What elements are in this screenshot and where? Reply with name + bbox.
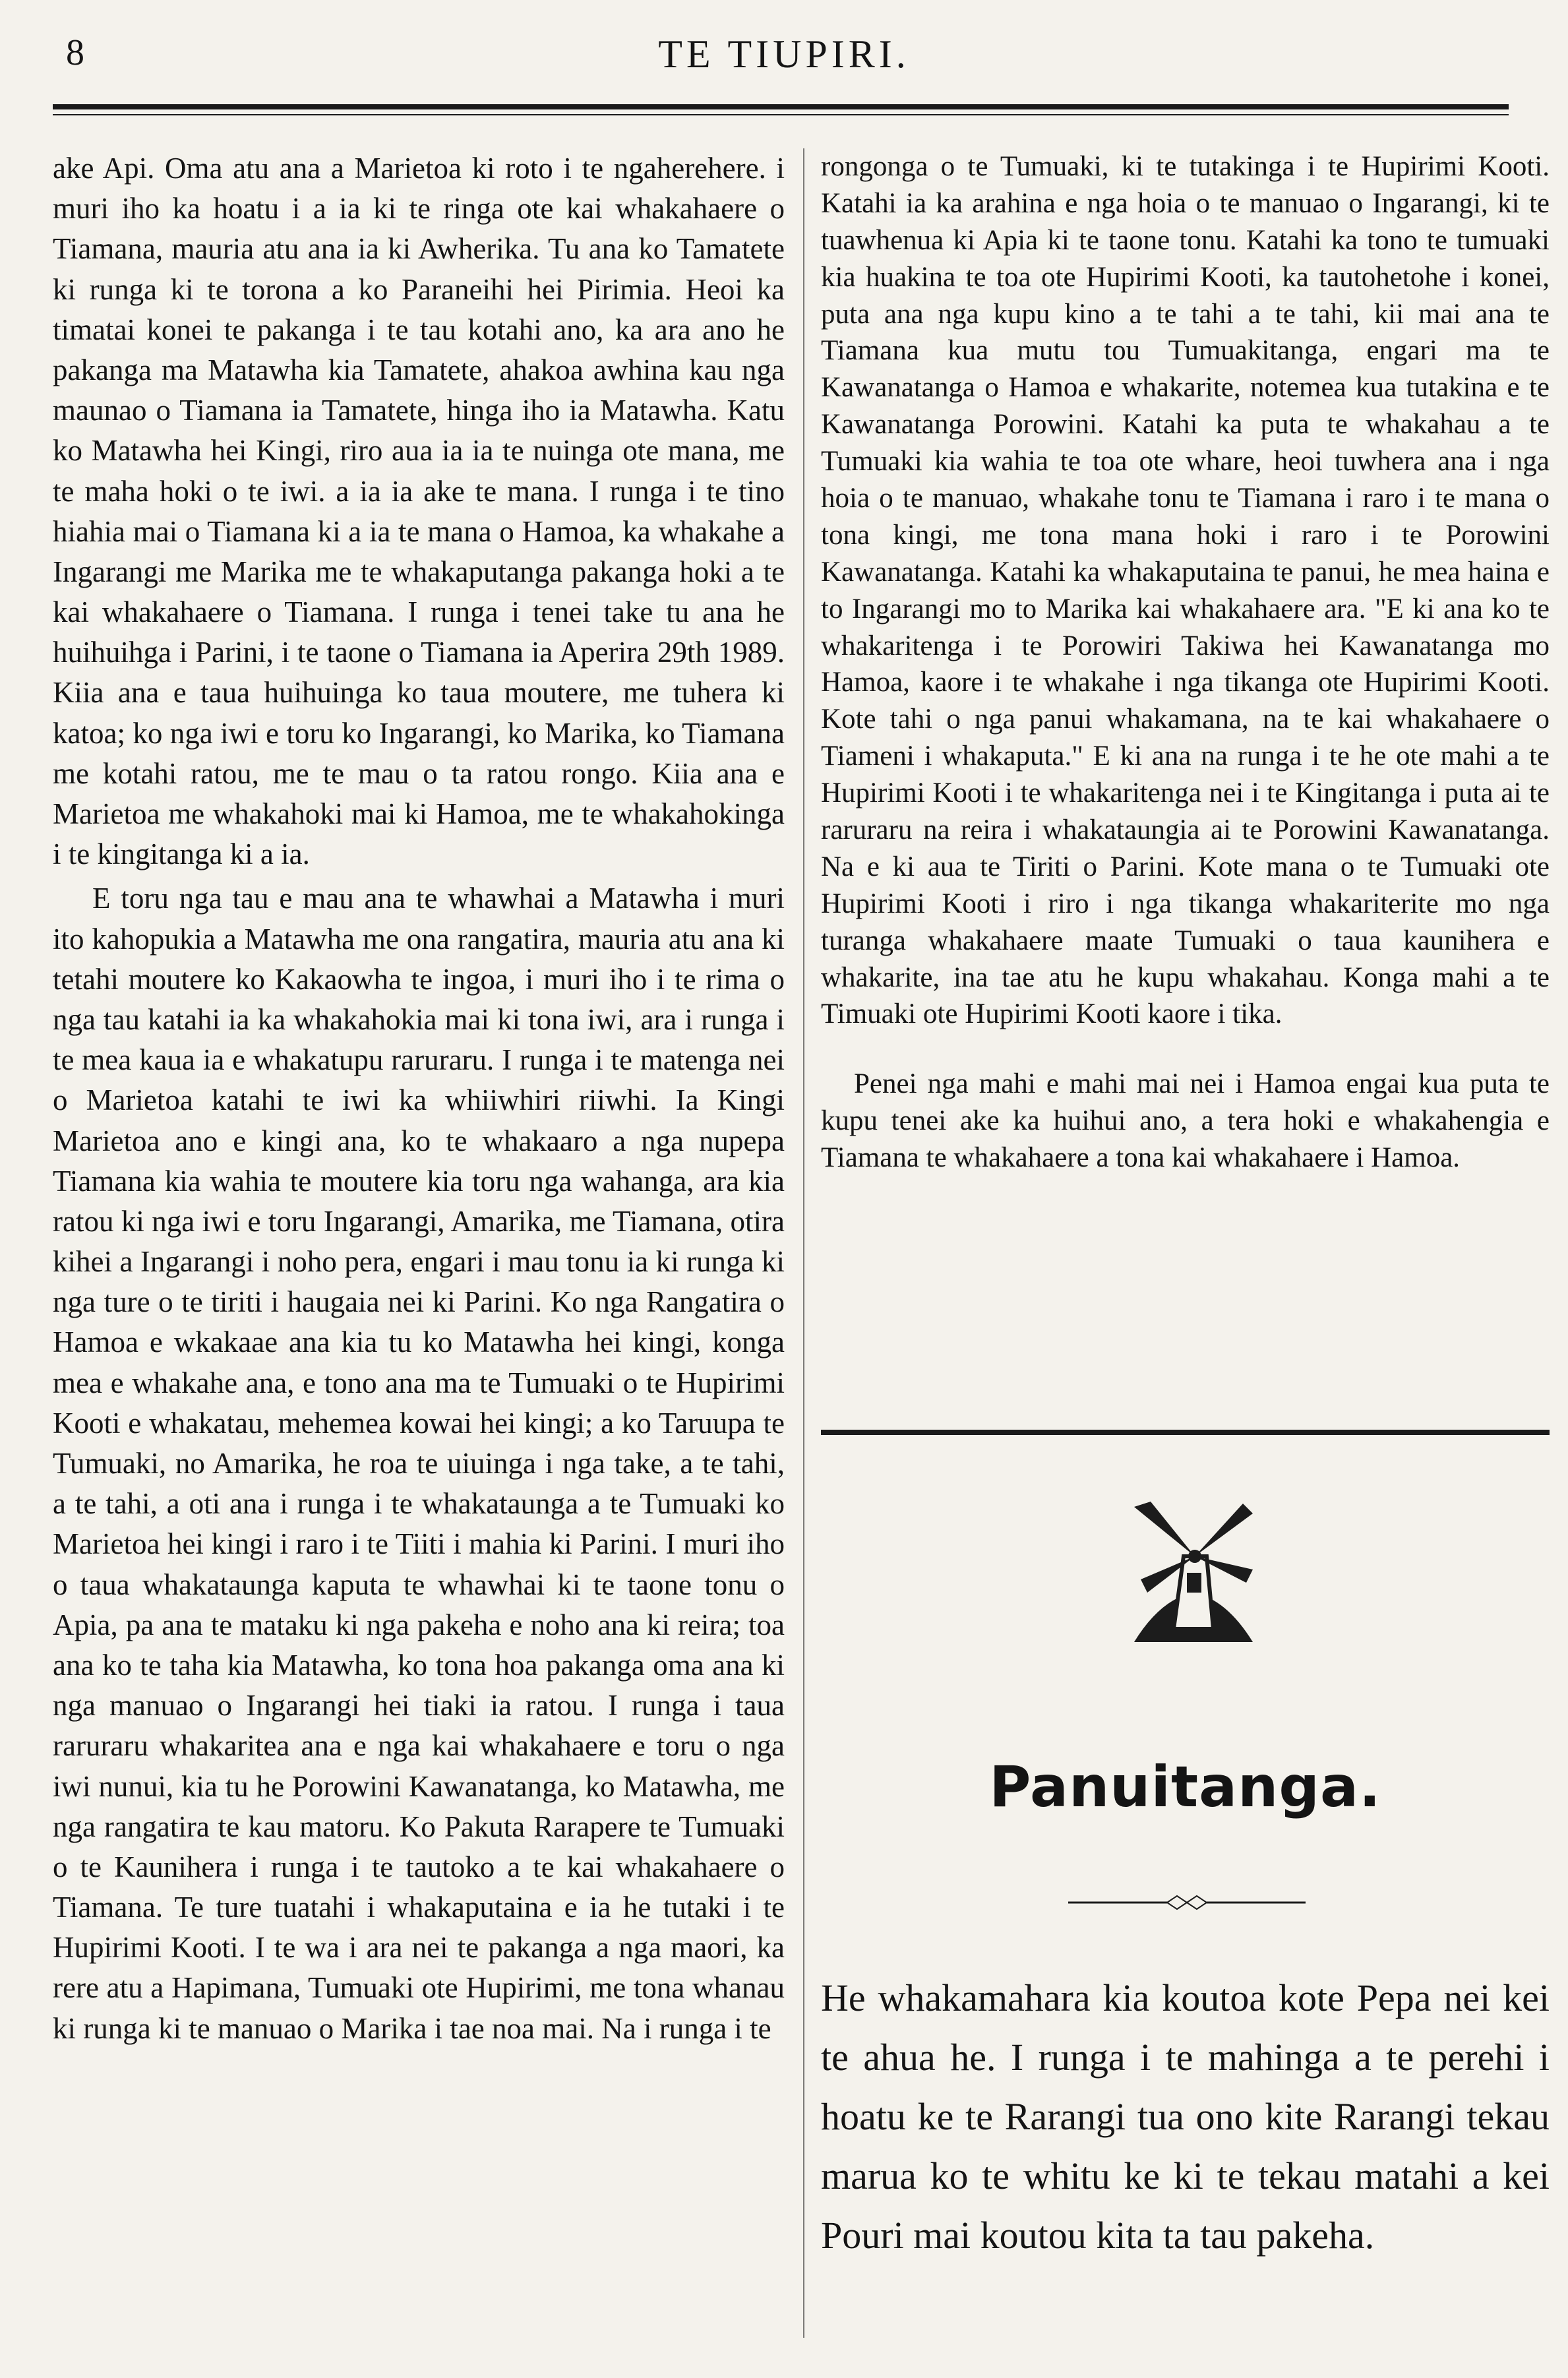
right-column (821, 148, 1550, 1180)
notice-title: Panuitanga. (989, 1754, 1381, 1820)
notice-body: He whakamahara kia koutoa kote Pepa nei kei te ahua he. I runga i te mahinga a te perehi i hoatu ke te Rarangi tua ono kite Rarangi tekau marua ko te whitu ke ki te tekau matahi a kei Pouri mai koutou kita ta tau pakeha. (821, 1976, 1550, 2257)
running-title: TE TIUPIRI. (658, 32, 910, 76)
left-paragraph-2: E toru nga tau e mau ana te whawhai a Matawha i muri ito kahopukia a Matawha me ona rangatira, mauria atu ana ki tetahi moutere ko Kakaowha te ingoa, i muri iho i te rima o nga tau katahi ia ka whakahokia mai ki tona iwi, ara i runga i te mea kaua ia e whakatupu raruraru. I runga i te matenga nei o Marietoa katahi te iwi ka whiiwhiri riiwhi. Ia Kingi Marietoa ano e kingi ana, ko te whakaaro a nga nupepa Tiamana kia wahia te moutere kia toru nga wahanga, ara kia ratou ki nga iwi e toru Ingarangi, Amarika, me Tiamana, otira kihei a Ingarangi i noho pera, engari i mau tonu ia ki runga ki nga ture o te tiriti i haugaia nei ki Parini. Ko nga Rangatira o Hamoa e wkakaae ana kia tu ko Matawha hei kingi, konga mea e whakahe ana, e tono ana ma te Tumuaki o te Hupirimi Kooti e whakatau, mehemea kowai hei kingi; a ko Taruupa te Tumuaki, no Amarika, he roa te uiuinga i nga take, a te tahi, a te tahi, a oti ana i runga i te whakataunga a te Tumuaki ko Marietoa hei kingi i raro i te Tiiti i mahia ki Parini. I muri iho o taua whakataunga kaputa te whawhai ki te taone tonu o Apia, pa ana te mataku ki nga pakeha e noho ana ki reira; toa ana ko te taha kia Matawha, ko tona hoa pakanga oma ana ki nga manuao o Ingarangi hei tiaki ia ratou. I runga i taua raruraru whakaritea ana e nga kai whakahaere e toru o nga iwi nunui, kia tu he Porowini Kawanatanga, ko Matawha, me nga rangatira te kau matoru. Ko Pakuta Rarapere te Tumuaki o te Kaunihera i runga i te tautoko a te kai whakahaere o Tiamana. Te ture tuatahi i whakaputaina e ia he tutaki i te Hupirimi Kooti. I te wa i ara nei te pakanga a nga maori, ka rere atu a Hapimana, Tumuaki ote Hupirimi, me tona whanau ki runga ki te manuao o Marika i tae noa mai. Na i runga i te (53, 882, 785, 2045)
header-rule-thick (53, 104, 1509, 109)
left-paragraph-1: ake Api. Oma atu ana a Marietoa ki roto i te ngaherehere. i muri iho ka hoatu i a ia ki te ringa ote kai whakahaere o Tiamana, mauria atu ana ia ki Awherika. Tu ana ko Tamatete ki runga ki te torona a ko Paraneihi hei Pirimia. Heoi ka timatai konei te pakanga i te tau kotahi ano, ka ara ano he pakanga ma Matawha kia Tamatete, ahakoa awhina kau nga maunao o Tiamana ia Tamatete, hinga iho ia Matawha. Katu ko Matawha hei Kingi, riro aua ia ia te nuinga ote mana, me te maha hoki o te iwi. a ia ia ake te mana. I runga i te tino hiahia mai o Tiamana ki a ia te mana o Hamoa, ka whakahe a Ingarangi me Marika me te whakaputanga pakanga hoki a te kai whakahaere o Tiamana. I runga i tenei take tu ana he huihuihga i Parini, i te taone o Tiamana ia Aperira 29th 1989. Kiia ana e taua huihuinga ko taua moutere, me tuhera ki katoa; ko nga iwi e toru ko Ingarangi, ko Marika, ko Tiamana me kotahi ratou, me te mau o ta ratou rongo. Kiia ana e Marietoa me whakahoki mai ki Hamoa, me te whakahokinga i te kingitanga ki a ia. (53, 152, 785, 871)
header-rule-thin (53, 114, 1509, 115)
ornament-divider-icon (1068, 1893, 1306, 1912)
page-number: 8 (66, 32, 84, 73)
column-divider (803, 148, 804, 2338)
left-column (53, 148, 785, 2053)
right-paragraph-1: rongonga o te Tumuaki, ki te tutakinga i te Hupirimi Kooti. Katahi ia ka arahina e nga hoia o te manuao o Ingarangi, ki te tuawhenua ki Apia ki te taone tonu. Katahi ka tono te tumuaki kia huakina te toa ote Hupirimi Kooti, ka tautohetohe i konei, puta ana nga kupu kino a te tahi a te tahi, kii mai ana te Tiamana kua mutu tou Tumuakitanga, engari ma te Kawanatanga o Hamoa e whakarite, notemea kua tutakina e te Kawanatanga Porowini. Katahi ka puta te whakahau a te Tumuaki kia wahia te toa ote whare, heoi tuwhera ana i nga hoia o te manuao, whakahe tonu te Tiamana i raro i te mana o tona kingi, me tona mana hoki i raro i te Porowini Kawanatanga. Katahi ka whakaputaina te panui, he mea haina e to Ingarangi mo to Marika kai whakahaere ara. "E ki ana ko te whakaritenga i te Porowiri Takiwa hei Kawanatanga mo Hamoa, kaore i te whakahe i nga tikanga ote Hupirimi Kooti. Kote tahi o nga panui whakamana, na te kai whakahaere o Tiameni i whakaputa." E ki ana na runga i te he ote mahi a te Hupirimi Kooti i te whakaritenga nei i te Kingitanga i puta ai te raruraru na reira i whakataungia ai te Porowini Kawanatanga. Na e ki aua te Tiriti o Parini. Kote mana o te Tumuaki ote Hupirimi Kooti i riro i nga tikanga whakariterite mo nga turanga whakahaere maate Tumuaki o taua kaunihera e whakarite, ina tae atu he kupu whakahau. Konga mahi a te Timuaki ote Hupirimi Kooti kaore i tika. (821, 151, 1550, 1030)
section-divider-rule (821, 1430, 1550, 1435)
windmill-emblem-icon (1121, 1494, 1266, 1652)
right-paragraph-2: Penei nga mahi e mahi mai nei i Hamoa engai kua puta te kupu tenei ake ka huihui ano, a tera hoki e whakahengia e Tiamana te whakahaere a tona kai whakahaere i Hamoa. (821, 1068, 1550, 1174)
page-header (46, 26, 1522, 86)
